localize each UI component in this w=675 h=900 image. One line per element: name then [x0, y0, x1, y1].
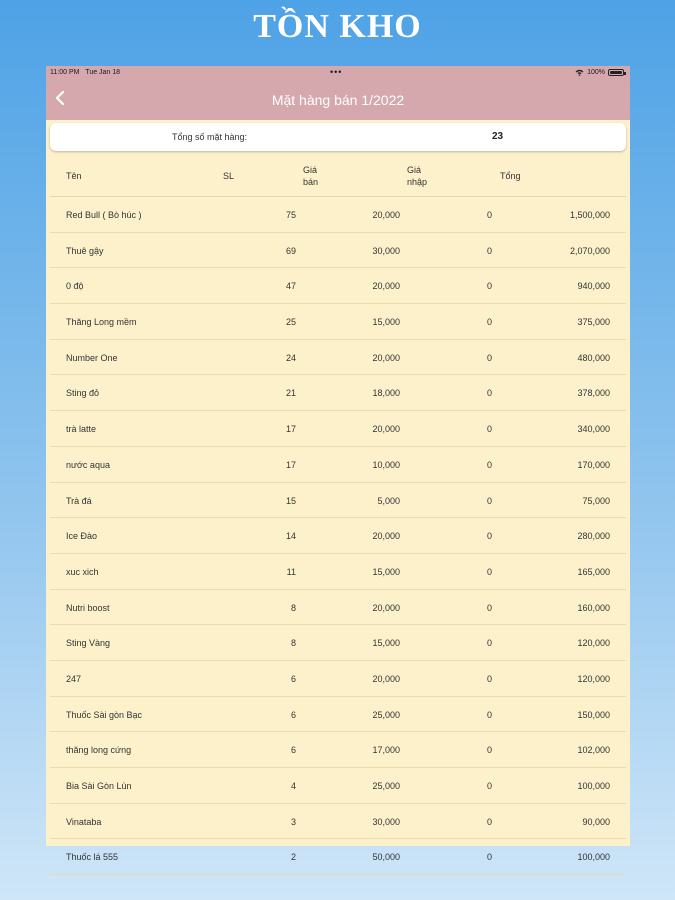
cell-total: 90,000: [582, 816, 610, 827]
cell-total: 120,000: [577, 638, 610, 649]
cell-total: 2,070,000: [569, 245, 610, 256]
cell-name: Thuê gậy: [66, 245, 104, 256]
cell-total: 280,000: [577, 531, 610, 542]
total-items-label: Tổng số mặt hàng:: [172, 132, 248, 142]
header-cost: Giá nhập: [407, 165, 428, 187]
cell-qty: 75: [285, 210, 296, 220]
header-qty: SL: [223, 171, 235, 181]
cell-name: Ice Đào: [66, 531, 98, 542]
cell-price: 10,000: [372, 459, 400, 470]
cell-qty: 25: [285, 317, 296, 328]
cell-name: Thuốc lá 555: [66, 852, 119, 863]
table-row[interactable]: [50, 732, 626, 768]
cell-cost: 0: [486, 816, 492, 827]
cell-name: Trà đá: [66, 495, 92, 506]
cell-name: nước aqua: [66, 459, 110, 470]
table-row[interactable]: [50, 197, 626, 233]
cell-total: 165,000: [577, 566, 610, 577]
cell-price: 20,000: [372, 602, 400, 613]
table-row[interactable]: [50, 518, 626, 554]
cell-total: 480,000: [577, 352, 610, 363]
navigation-bar: [46, 66, 630, 120]
cell-qty: 17: [285, 459, 296, 470]
table-row[interactable]: [50, 483, 626, 519]
cell-qty: 8: [290, 602, 296, 613]
wifi-icon: [575, 69, 584, 76]
promo-title: TỒN KHO: [253, 8, 422, 45]
cell-total: 375,000: [577, 317, 610, 328]
cell-total: 170,000: [577, 459, 610, 470]
cell-price: 5,000: [377, 495, 400, 506]
cell-total: 120,000: [577, 673, 610, 684]
cell-name: 247: [66, 673, 82, 684]
multitask-dots[interactable]: •••: [330, 67, 343, 77]
cell-name: Sting đỏ: [66, 388, 100, 399]
header-total: Tổng: [500, 171, 521, 181]
cell-name: Number One: [66, 352, 118, 363]
table-row[interactable]: [50, 590, 626, 626]
cell-name: Sting Vàng: [66, 638, 111, 649]
cell-cost: 0: [486, 281, 492, 292]
table-header: [50, 156, 626, 197]
cell-price: 20,000: [372, 673, 400, 684]
cell-cost: 0: [486, 317, 492, 328]
cell-cost: 0: [486, 673, 492, 684]
cell-total: 102,000: [577, 745, 610, 756]
cell-total: 100,000: [577, 781, 610, 791]
cell-name: Bia Sài Gòn Lùn: [66, 781, 132, 791]
cell-price: 18,000: [372, 388, 400, 399]
table-row[interactable]: [50, 625, 626, 661]
table-row[interactable]: [50, 697, 626, 733]
cell-name: Vinataba: [66, 816, 102, 827]
cell-cost: 0: [486, 745, 492, 756]
cell-name: trà latte: [66, 424, 97, 435]
cell-total: 1,500,000: [569, 210, 610, 220]
cell-total: 940,000: [577, 281, 610, 292]
cell-cost: 0: [486, 531, 492, 542]
cell-cost: 0: [486, 638, 492, 649]
cell-qty: 6: [290, 709, 296, 720]
cell-qty: 6: [290, 673, 296, 684]
cell-qty: 14: [285, 531, 296, 542]
cell-qty: 17: [285, 424, 296, 435]
cell-qty: 3: [290, 816, 296, 827]
cell-name: Thuốc Sài gòn Bạc: [66, 709, 143, 720]
cell-cost: 0: [486, 459, 492, 470]
cell-name: 0 độ: [66, 281, 84, 292]
battery-percent: 100%: [587, 69, 605, 76]
cell-cost: 0: [486, 566, 492, 577]
cell-total: 150,000: [577, 709, 610, 720]
cell-price: 17,000: [372, 745, 400, 756]
table-row[interactable]: [50, 804, 626, 840]
table-row[interactable]: [50, 304, 626, 340]
cell-cost: 0: [486, 210, 492, 220]
cell-price: 20,000: [372, 210, 400, 220]
cell-total: 340,000: [577, 424, 610, 435]
cell-name: Red Bull ( Bò húc ): [66, 210, 142, 220]
cell-price: 15,000: [372, 638, 400, 649]
cell-cost: 0: [486, 388, 492, 399]
cell-cost: 0: [486, 781, 492, 791]
cell-name: thăng long cứng: [66, 745, 132, 756]
header-name: Tên: [66, 171, 82, 181]
summary-card: [50, 123, 626, 151]
cell-cost: 0: [486, 602, 492, 613]
cell-cost: 0: [486, 245, 492, 256]
cell-cost: 0: [486, 424, 492, 435]
cell-qty: 24: [285, 352, 296, 363]
page-title: Mặt hàng bán 1/2022: [271, 92, 405, 108]
cell-total: 378,000: [577, 388, 610, 399]
cell-qty: 47: [285, 281, 296, 292]
table-row[interactable]: [50, 447, 626, 483]
table-row[interactable]: [50, 661, 626, 697]
cell-price: 15,000: [372, 317, 400, 328]
cell-total: 160,000: [577, 602, 610, 613]
cell-qty: 11: [286, 566, 296, 577]
status-right: [575, 69, 624, 76]
battery-icon: [608, 69, 624, 76]
cell-price: 30,000: [372, 816, 400, 827]
cell-total: 100,000: [577, 852, 610, 863]
cell-price: 20,000: [372, 531, 400, 542]
cell-cost: 0: [486, 495, 492, 506]
table-row[interactable]: [50, 375, 626, 411]
cell-price: 20,000: [372, 424, 400, 435]
cell-qty: 4: [290, 781, 296, 791]
cell-price: 20,000: [372, 352, 400, 363]
cell-qty: 8: [290, 638, 296, 649]
table-row[interactable]: [50, 268, 626, 304]
cell-qty: 21: [285, 388, 296, 399]
cell-name: Thăng Long mềm: [66, 317, 137, 328]
cell-total: 75,000: [582, 495, 610, 506]
table-row[interactable]: [50, 411, 626, 447]
cell-qty: 6: [290, 745, 296, 756]
device-screen: [46, 66, 630, 863]
cell-cost: 0: [486, 852, 492, 863]
cell-price: 25,000: [372, 709, 400, 720]
table-row[interactable]: [50, 839, 626, 875]
cell-price: 20,000: [372, 281, 400, 292]
header-price: Giá bán: [303, 165, 319, 187]
cell-qty: 15: [285, 495, 296, 506]
total-items-value: 23: [492, 131, 504, 142]
cell-cost: 0: [486, 709, 492, 720]
cell-qty: 69: [285, 245, 296, 256]
status-bar: [46, 68, 630, 80]
cell-name: xuc xich: [66, 566, 99, 577]
table-row[interactable]: [50, 554, 626, 590]
table-body: [50, 197, 626, 875]
cell-price: 15,000: [372, 566, 400, 577]
status-time: 11:00 PM Tue Jan 18: [50, 69, 121, 76]
cell-name: Nutri boost: [66, 602, 110, 613]
cell-cost: 0: [486, 352, 492, 363]
table-row[interactable]: [50, 233, 626, 269]
inventory-table: [50, 156, 626, 875]
table-row[interactable]: [50, 340, 626, 376]
cell-price: 30,000: [372, 245, 400, 256]
cell-price: 50,000: [372, 852, 400, 863]
table-row[interactable]: [50, 768, 626, 804]
cell-qty: 2: [290, 852, 296, 863]
cell-price: 25,000: [372, 781, 400, 791]
